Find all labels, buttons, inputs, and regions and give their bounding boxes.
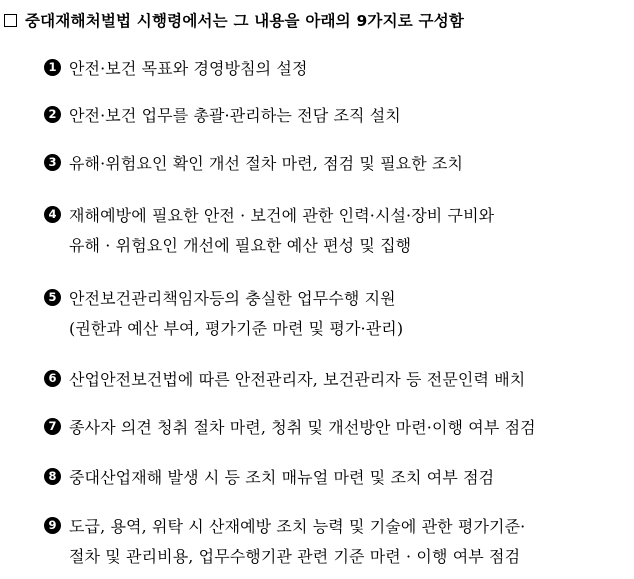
circled-number-icon: 6: [44, 370, 61, 387]
item-text: 안전·보건 목표와 경영방침의 설정: [69, 58, 308, 78]
list-item-4: [44, 199, 630, 259]
circled-number-icon: 8: [44, 468, 61, 485]
circled-number-icon: 7: [44, 418, 61, 435]
item-text: 중대산업재해 발생 시 등 조치 매뉴얼 마련 및 조치 여부 점검: [69, 467, 495, 487]
item-text: 안전보건관리책임자등의 충실한 업무수행 지원: [69, 288, 396, 308]
list-item-line: [44, 510, 630, 540]
item-text: 종사자 의견 청취 절차 마련, 청취 및 개선방안 마련·이행 여부 점검: [69, 417, 536, 437]
list-item-7: [44, 411, 630, 441]
circled-number-icon: 2: [44, 106, 61, 123]
list-item-5: [44, 282, 630, 342]
circled-number-icon: 5: [44, 289, 61, 306]
list-item-6: [44, 363, 630, 393]
item-text: 재해예방에 필요한 안전 · 보건에 관한 인력·시설·장비 구비와: [69, 205, 495, 225]
circled-number-icon: 3: [44, 154, 61, 171]
list-item-line-continued: [44, 540, 630, 570]
item-text: 유해 · 위험요인 개선에 필요한 예산 편성 및 집행: [69, 235, 412, 255]
list-item-line: [44, 147, 630, 177]
list-item-2: [44, 99, 630, 129]
list-item-line: [44, 52, 630, 82]
list-item-8: [44, 461, 630, 491]
list-item-line: [44, 461, 630, 491]
list-item-line: [44, 99, 630, 129]
item-text: 안전·보건 업무를 총괄·관리하는 전담 조직 설치: [69, 105, 401, 125]
list-item-line: [44, 282, 630, 312]
list-item-1: [44, 52, 630, 82]
circled-number-icon: 4: [44, 206, 61, 223]
circled-number-icon: 1: [44, 59, 61, 76]
checkbox-square-icon: [4, 14, 17, 27]
list-item-line: [44, 363, 630, 393]
item-text: 유해·위험요인 확인 개선 절차 마련, 점검 및 필요한 조치: [69, 153, 464, 173]
list-item-line-continued: [44, 312, 630, 342]
list-item-9: [44, 510, 630, 570]
section-heading: [0, 6, 464, 34]
list-item-3: [44, 147, 630, 177]
heading-text: 중대재해처벌법 시행령에서는 그 내용을 아래의 9가지로 구성함: [25, 12, 465, 30]
list-item-line: [44, 411, 630, 441]
circled-number-icon: 9: [44, 517, 61, 534]
list-item-line-continued: [44, 229, 630, 259]
item-text: 산업안전보건법에 따른 안전관리자, 보건관리자 등 전문인력 배치: [69, 369, 526, 389]
item-text: 도급, 용역, 위탁 시 산재예방 조치 능력 및 기술에 관한 평가기준·: [69, 516, 526, 536]
item-text: (권한과 예산 부여, 평가기준 마련 및 평가·관리): [69, 318, 404, 338]
item-text: 절차 및 관리비용, 업무수행기관 관련 기준 마련 · 이행 여부 점검: [69, 546, 521, 566]
list-item-line: [44, 199, 630, 229]
